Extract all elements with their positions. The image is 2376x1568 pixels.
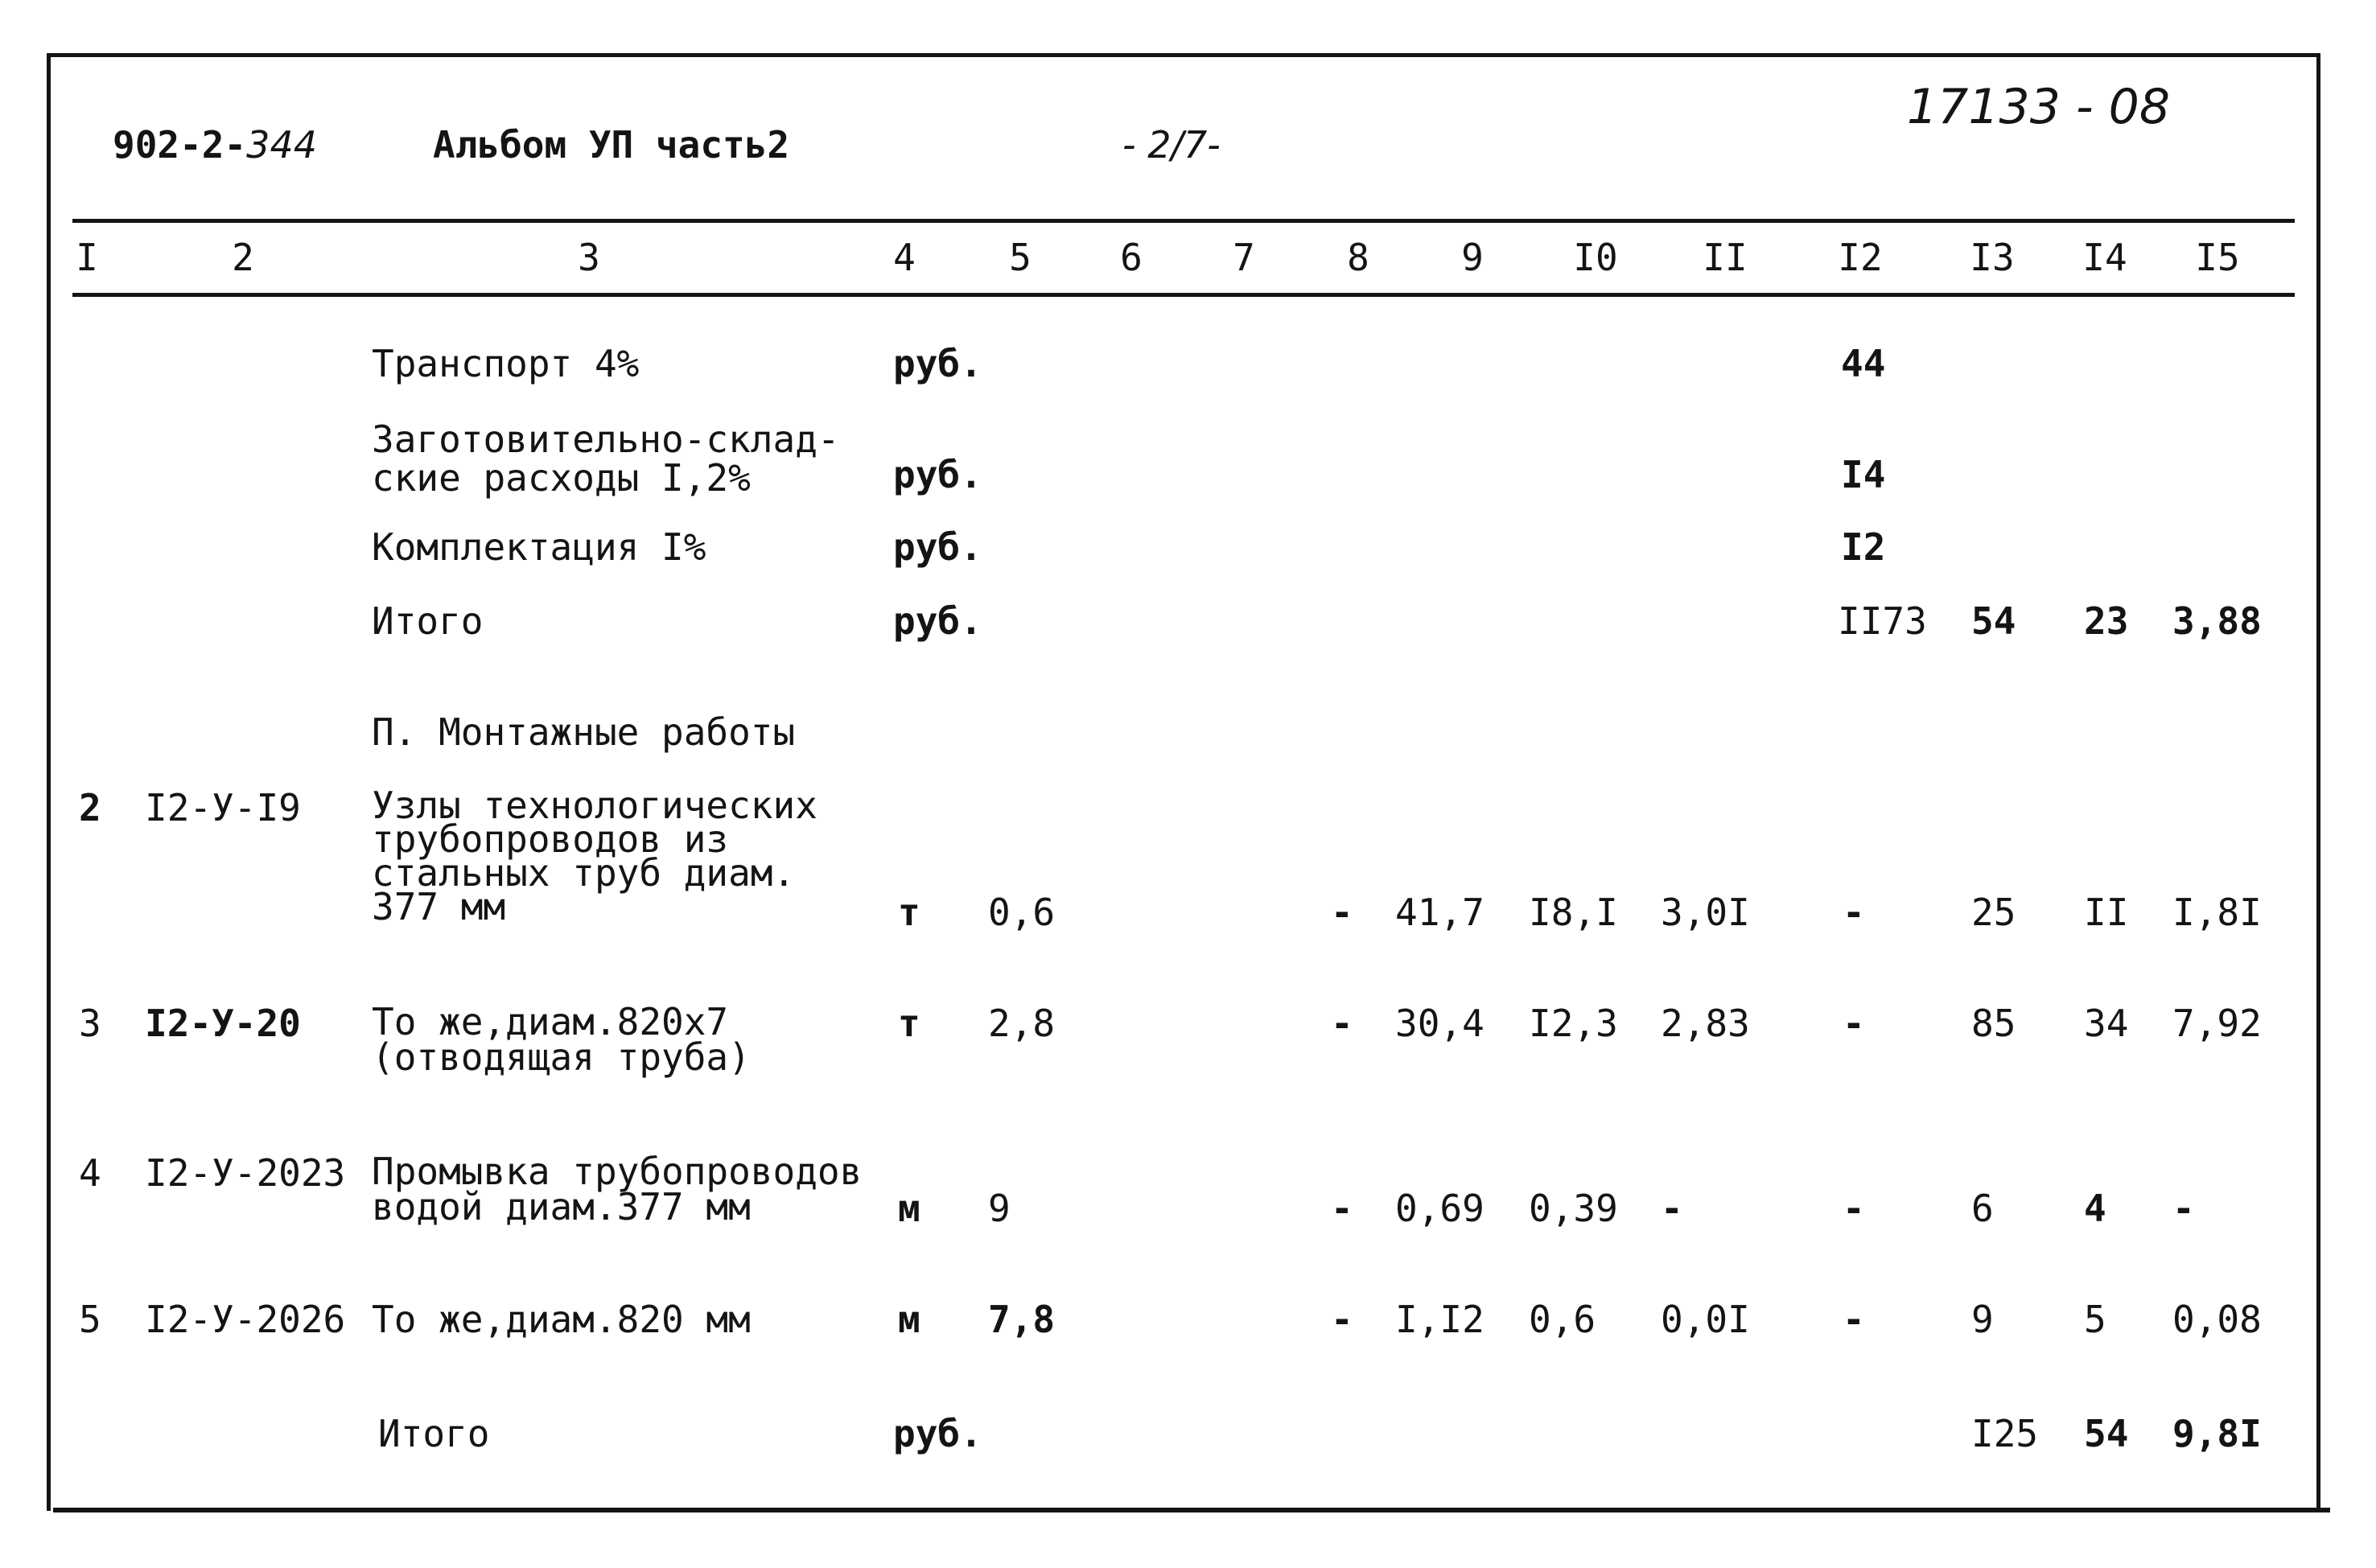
album-title: Альбом УП часть2 bbox=[433, 123, 790, 167]
row-description: Итого bbox=[372, 599, 484, 643]
album-code bbox=[113, 121, 317, 169]
column-number: 7 bbox=[1233, 236, 1255, 279]
cell-col15: I,8I bbox=[2172, 891, 2262, 934]
cell-col13: 9 bbox=[1971, 1298, 1994, 1341]
row-unit: м bbox=[898, 1187, 920, 1230]
cell-col12: - bbox=[1843, 1002, 1865, 1045]
row-unit: т bbox=[898, 891, 920, 934]
row-unit: руб. bbox=[893, 453, 982, 496]
section-heading: П. Монтажные работы bbox=[372, 710, 796, 754]
cell-col14: II bbox=[2084, 891, 2129, 934]
cell-col12: I2 bbox=[1841, 525, 1886, 569]
cell-col9: 41,7 bbox=[1395, 891, 1484, 934]
row-unit: руб. bbox=[893, 525, 982, 569]
cell-col8: - bbox=[1331, 1002, 1353, 1045]
frame-top-border bbox=[47, 53, 2320, 57]
album-code-handwritten: 344 bbox=[246, 123, 317, 167]
row-unit: м bbox=[898, 1298, 920, 1341]
cell-col15: - bbox=[2172, 1187, 2195, 1230]
row-unit: руб. bbox=[893, 1412, 982, 1455]
column-number: 2 bbox=[232, 236, 254, 279]
cell-col12: - bbox=[1843, 1187, 1865, 1230]
cell-col14: 54 bbox=[2084, 1412, 2129, 1455]
column-number: I bbox=[76, 236, 98, 279]
cell-col13: 85 bbox=[1971, 1002, 2016, 1045]
frame-right-border bbox=[2316, 53, 2320, 1511]
cell-col15: 7,92 bbox=[2172, 1002, 2262, 1045]
row-code: I2-У-2023 bbox=[145, 1151, 346, 1195]
cell-col10: 0,6 bbox=[1529, 1298, 1596, 1341]
row-quantity: 9 bbox=[988, 1187, 1011, 1230]
row-number: 2 bbox=[79, 786, 101, 829]
header-bottom-rule bbox=[72, 293, 2295, 297]
cell-col8: - bbox=[1331, 1298, 1353, 1341]
row-number: 4 bbox=[79, 1151, 101, 1195]
column-number: 6 bbox=[1120, 236, 1143, 279]
cell-col14: 4 bbox=[2084, 1187, 2106, 1230]
column-number: I3 bbox=[1970, 236, 2015, 279]
cell-col11: 0,0I bbox=[1661, 1298, 1750, 1341]
column-number: 4 bbox=[893, 236, 916, 279]
row-description: То же,диам.820х7 (отводящая труба) bbox=[372, 1000, 751, 1079]
cell-col10: 0,39 bbox=[1529, 1187, 1618, 1230]
header-top-rule bbox=[72, 219, 2295, 223]
frame-bottom-border bbox=[53, 1508, 2330, 1512]
row-description: Транспорт 4% bbox=[372, 342, 640, 385]
cell-col10: I8,I bbox=[1529, 891, 1618, 934]
row-unit: руб. bbox=[893, 342, 982, 385]
cell-col15: 0,08 bbox=[2172, 1298, 2262, 1341]
cell-col8: - bbox=[1331, 891, 1353, 934]
cell-col14: 5 bbox=[2084, 1298, 2106, 1341]
cell-col11: 2,83 bbox=[1661, 1002, 1750, 1045]
cell-col13: 25 bbox=[1971, 891, 2016, 934]
column-number: I5 bbox=[2195, 236, 2240, 279]
frame-left-border bbox=[47, 53, 51, 1511]
doc-stamp: 17133 - 08 bbox=[1907, 79, 2171, 135]
row-number: 5 bbox=[79, 1298, 101, 1341]
row-code: I2-У-I9 bbox=[145, 786, 301, 829]
cell-col9: 0,69 bbox=[1395, 1187, 1484, 1230]
column-number: 3 bbox=[578, 236, 600, 279]
row-quantity: 2,8 bbox=[988, 1002, 1056, 1045]
column-number: 9 bbox=[1461, 236, 1484, 279]
row-description: Комплектация I% bbox=[372, 525, 706, 569]
row-description: Итого bbox=[378, 1412, 490, 1455]
column-number: 8 bbox=[1347, 236, 1369, 279]
column-number: II bbox=[1703, 236, 1748, 279]
row-quantity: 0,6 bbox=[988, 891, 1056, 934]
row-unit: руб. bbox=[893, 599, 982, 643]
row-unit: т bbox=[898, 1002, 920, 1045]
cell-col12: 44 bbox=[1841, 342, 1886, 385]
row-code: I2-У-2026 bbox=[145, 1298, 346, 1341]
cell-col14: 34 bbox=[2084, 1002, 2129, 1045]
row-description: То же,диам.820 мм bbox=[372, 1298, 751, 1341]
cell-col12: II73 bbox=[1838, 599, 1927, 643]
cell-col11: - bbox=[1661, 1187, 1683, 1230]
page-number: - 2/7- bbox=[1122, 123, 1221, 167]
album-code-printed: 902-2- bbox=[113, 123, 247, 167]
cell-col9: I,I2 bbox=[1395, 1298, 1484, 1341]
cell-col10: I2,3 bbox=[1529, 1002, 1618, 1045]
cell-col13: I25 bbox=[1971, 1412, 2039, 1455]
row-quantity: 7,8 bbox=[988, 1298, 1056, 1341]
cell-col12: - bbox=[1843, 1298, 1865, 1341]
cell-col12: - bbox=[1843, 891, 1865, 934]
cell-col9: 30,4 bbox=[1395, 1002, 1484, 1045]
row-description: Узлы технологических трубопроводов из стальных труб диам. 377 мм bbox=[372, 784, 817, 928]
row-description: Промывка трубопроводов водой диам.377 мм bbox=[372, 1150, 863, 1228]
column-number: I4 bbox=[2082, 236, 2127, 279]
cell-col8: - bbox=[1331, 1187, 1353, 1230]
row-description: Заготовительно-склад- ские расходы I,2% bbox=[372, 418, 840, 500]
cell-col13: 54 bbox=[1971, 599, 2016, 643]
column-number: I0 bbox=[1573, 236, 1618, 279]
row-number: 3 bbox=[79, 1002, 101, 1045]
cell-col14: 23 bbox=[2084, 599, 2129, 643]
column-number: 5 bbox=[1009, 236, 1032, 279]
row-code: I2-У-20 bbox=[145, 1002, 301, 1045]
cell-col11: 3,0I bbox=[1661, 891, 1750, 934]
cell-col15: 3,88 bbox=[2172, 599, 2262, 643]
column-number: I2 bbox=[1838, 236, 1883, 279]
cell-col12: I4 bbox=[1841, 453, 1886, 496]
cell-col13: 6 bbox=[1971, 1187, 1994, 1230]
cell-col15: 9,8I bbox=[2172, 1412, 2262, 1455]
